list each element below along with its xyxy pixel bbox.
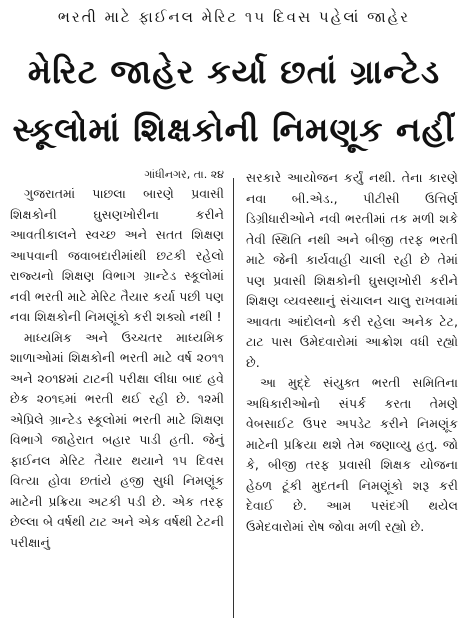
article-column-left	[10, 168, 224, 553]
paragraph: ગુજરાતમાં પાછલા બારણે પ્રવાસી શિક્ષકોની ઘુસણખોરીના કરીને આવતીકાલને સ્વચ્છ અને સતત શિક્ષણ આપવાની જવાબદારીમાંથી છટકી રહેલો રાજ્યનો શિક્ષણ વિભાગ ગ્રાન્ટેડ સ્કૂલોમાં નવી ભરતી માટે મેરિટ તૈયાર કર્યા પછી પણ નવા શિક્ષકોની નિમણૂંકો કરી શક્યો નથી !	[10, 186, 224, 324]
headline-line-2: સ્કૂલોમાં શિક્ષકોની નિમણૂક નહીં	[12, 110, 456, 149]
kicker-subheadline: ભરતી માટે ફાઈનલ મેરિટ ૧૫ દિવસ પહેલાં જાહેર	[57, 8, 411, 26]
dateline: ગાંધીનગર, તા. ૨૪	[144, 168, 224, 181]
paragraph: આ મુદ્દે સંયુક્ત ભરતી સમિતિના અધિકારીઓનો સંપર્ક કરતા તેમણે વેબસાઈટ ઉપર અપડેટ કરીને નિમણૂંક માટેની પ્રક્રિયા થશે તેમ જણાવ્યુ હતુ. જો કે, બીજી તરફ પ્રવાસી શિક્ષક યોજના હેઠળ ટૂંકી મુદતની નિમણૂંકો શરૂ કરી દેવાઈ છે. આમ પસંદગી થયેલ ઉમેદવારોમાં રોષ જોવા મળી રહ્યો છે.	[246, 375, 458, 534]
paragraph: માધ્યમિક અને ઉચ્ચતર માધ્યમિક શાળાઓમાં શિક્ષકોની ભરતી માટે વર્ષ ૨૦૧૧ અને ૨૦૧૪માં ટાટની પરીક્ષા લીધા બાદ હવે છેક ૨૦૧૬માં ભરતી થઈ રહી છે. ૧૨મી એપ્રિલે ગ્રાન્ટેડ સ્કૂલોમાં ભરતી માટે શિક્ષણ વિભાગે જાહેરાત બહાર પાડી હતી. જેનું ફાઈનલ મેરિટ તૈયાર થયાને ૧૫ દિવસ વિત્યા હોવા છતાંયે હજી સુધી નિમણૂંક માટેની પ્રક્રિયા અટકી પડી છે. એક તરફ છેલ્લા બે વર્ષથી ટાટ અને એક વર્ષથી ટેટની પરીક્ષાનું	[10, 329, 224, 550]
headline-line-1: મેરિટ જાહેર કર્યા છતાં ગ્રાન્ટેડ	[27, 52, 441, 91]
article-column-right	[246, 168, 458, 537]
column-divider	[233, 178, 234, 618]
paragraph: સરકારે આયોજન કર્યું નથી. તેના કારણે નવા બી.એડ., પીટીસી ઉત્તિર્ણ ડિગ્રીધારીઓને નવી ભરતીમાં તક મળી શકે તેવી સ્થિતિ નથી અને બીજી તરફ ભરતી માટે જેની કાર્યવાહી ચાલી રહી છે તેમાં પણ પ્રવાસી શિક્ષકોની ઘુસણખોરી કરીને શિક્ષણ વ્યવસ્થાનું સંચાલન ચાલુ રાખવામાં આવતા આંદોલનો કરી રહેલા અનેક ટેટ, ટાટ પાસ ઉમેદવારોમાં આક્રોશ વધી રહ્યો છે.	[246, 170, 458, 370]
